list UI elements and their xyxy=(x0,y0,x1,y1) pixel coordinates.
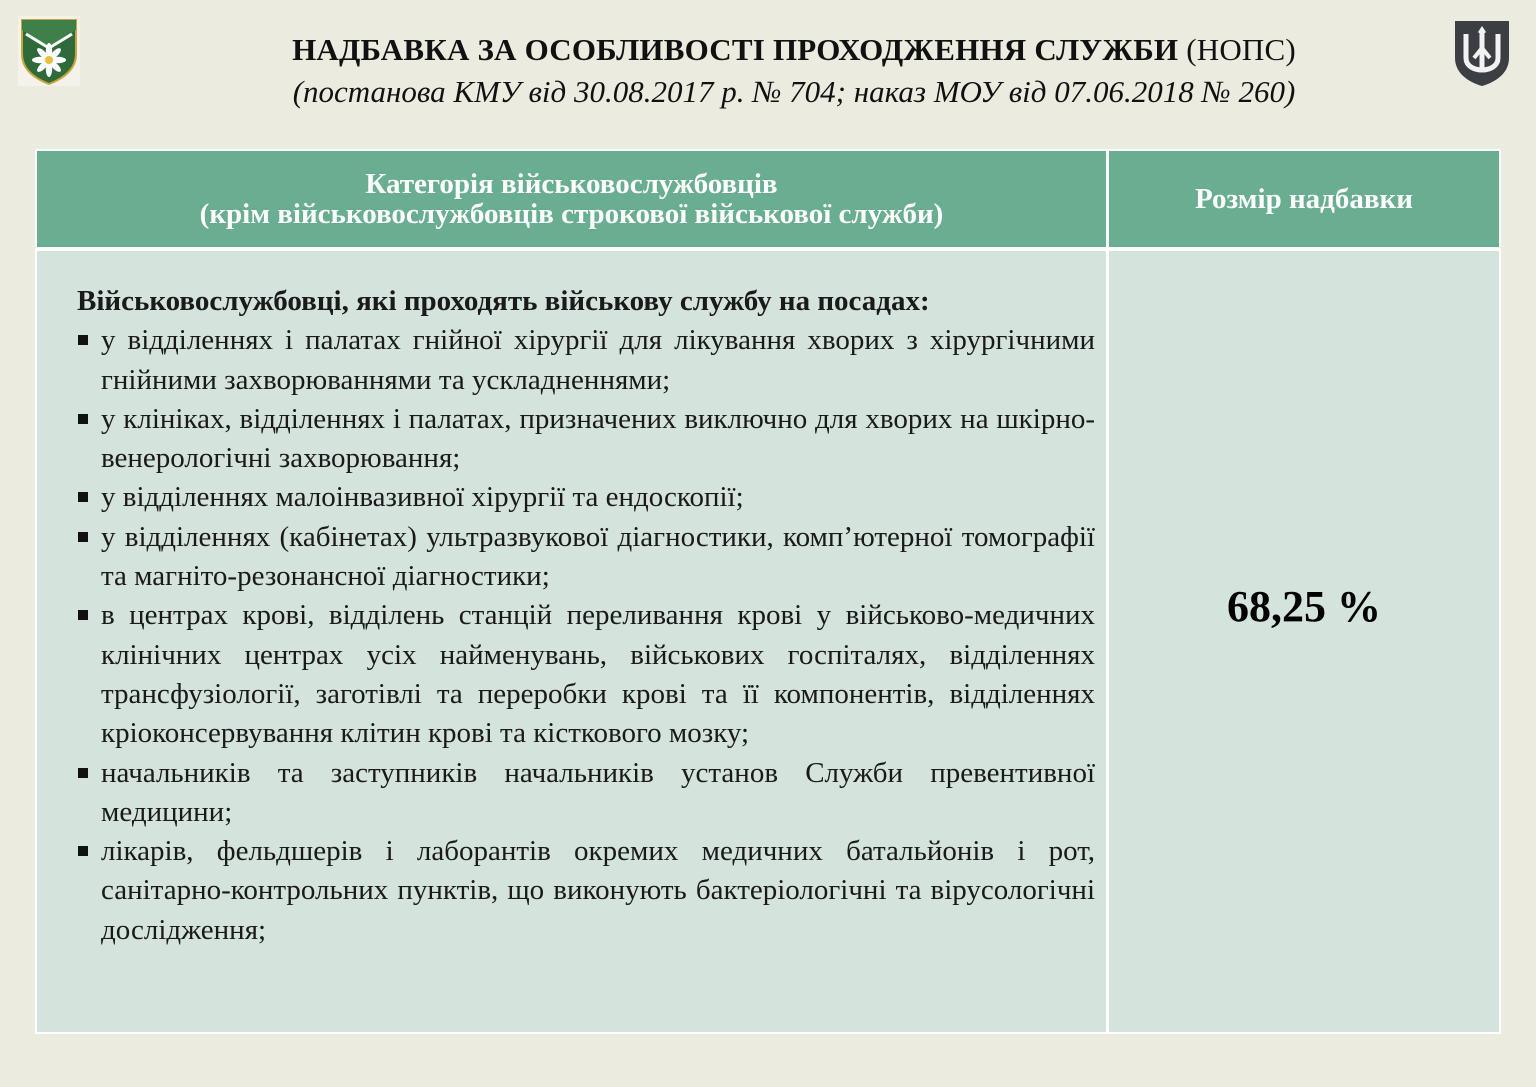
medical-forces-emblem-icon xyxy=(18,16,80,86)
header-divider xyxy=(37,247,1499,251)
allowance-value: 68,25 % xyxy=(1227,582,1381,631)
column-header-category-line1: Категорія військовослужбовців xyxy=(365,168,778,200)
list-item: у відділеннях малоінвазивної хірургії та ендоскопії; xyxy=(77,478,1095,517)
list-item: в центрах крові, відділень станцій переливання крові у військово-медичних клінічних центрах усіх найменувань, військових госпіталях, відділеннях трансфузіології, заготівлі та переробки крові та її компонентів, відділеннях кріоконсервування клітин крові та кісткового мозку; xyxy=(77,596,1095,753)
category-lead: Військовослужбовці, які проходять військову службу на посадах: xyxy=(77,285,930,317)
bullet-icon xyxy=(78,846,88,856)
category-cell xyxy=(77,282,1095,950)
page-header xyxy=(140,30,1448,112)
position-list xyxy=(77,321,1095,950)
list-item: у відділеннях (кабінетах) ультразвукової діагностики, комп’ютерної томографії та магніто-резонансної діагностики; xyxy=(77,518,1095,597)
allowance-table xyxy=(35,149,1501,1034)
column-header-category xyxy=(37,151,1106,247)
title-main: НАДБАВКА ЗА ОСОБЛИВОСТІ ПРОХОДЖЕННЯ СЛУЖБИ xyxy=(292,32,1179,67)
bullet-icon xyxy=(78,768,88,778)
title-abbreviation: (НОПС) xyxy=(1186,32,1296,67)
bullet-icon xyxy=(78,492,88,502)
list-item: лікарів, фельдшерів і лаборантів окремих медичних батальйонів і рот, санітарно-контрольних пунктів, що виконують бактеріологічні та вірусологічні дослідження; xyxy=(77,832,1095,950)
page-subtitle: (постанова КМУ від 30.08.2017 р. № 704; наказ МОУ від 07.06.2018 № 260) xyxy=(292,74,1296,109)
bullet-icon xyxy=(78,532,88,542)
bullet-icon xyxy=(78,610,88,620)
list-item: начальників та заступників начальників установ Служби превентивної медицини; xyxy=(77,754,1095,833)
list-item: у клініках, відділеннях і палатах, призначених виключно для хворих на шкірно-венерологічні захворювання; xyxy=(77,400,1095,479)
bullet-icon xyxy=(78,414,88,424)
column-header-category-line2: (крім військовослужбовців строкової військової служби) xyxy=(199,198,944,230)
bullet-icon xyxy=(78,335,88,345)
page-title xyxy=(140,30,1448,70)
column-header-size: Розмір надбавки xyxy=(1109,151,1499,247)
list-item: у відділеннях і палатах гнійної хірургії для лікування хворих з хірургічними гнійними захворюваннями та ускладненнями; xyxy=(77,321,1095,400)
trident-shield-icon xyxy=(1452,18,1512,88)
